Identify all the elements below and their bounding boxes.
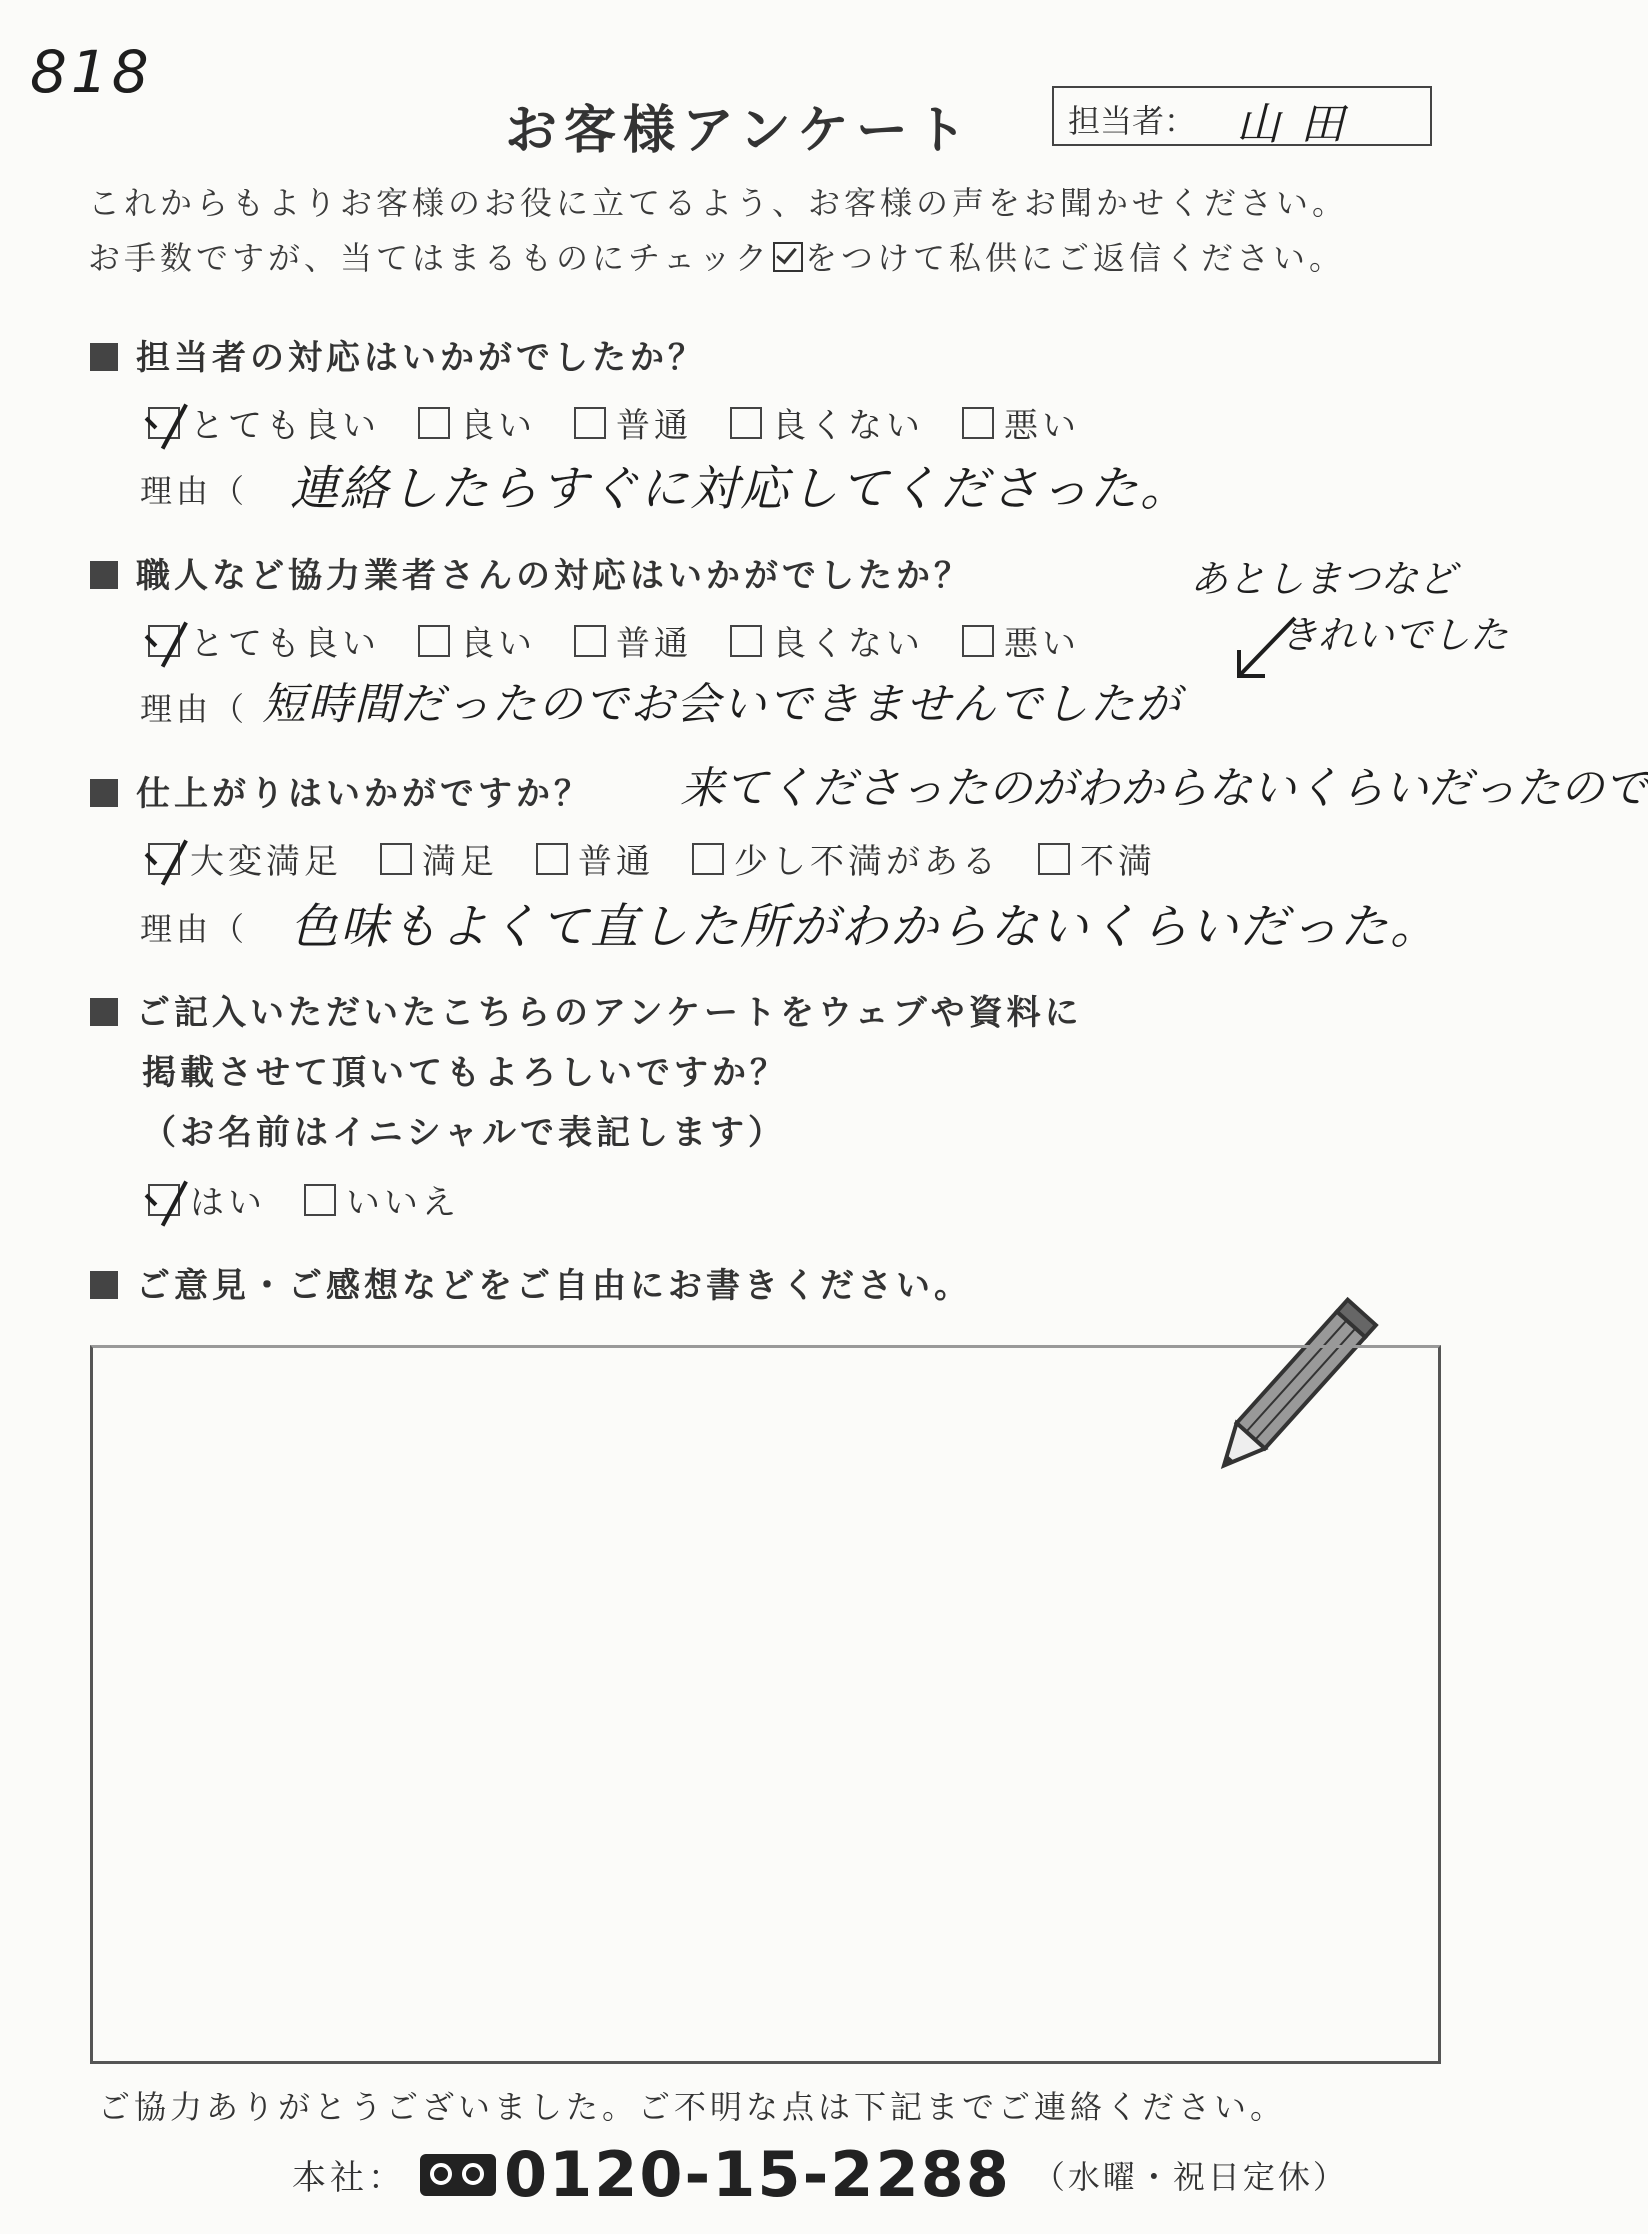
- checkbox[interactable]: [962, 407, 994, 439]
- option-label: 良くない: [772, 406, 924, 446]
- q1-option[interactable]: [418, 398, 536, 447]
- q1-reason-label: 理由（: [140, 472, 249, 510]
- intro-line-1: これからもよりお客様のお役に立てるよう、お客様の声をお聞かせください。: [88, 184, 1349, 222]
- business-hours: （水曜・祝日定休）: [1032, 2157, 1348, 2196]
- option-label: 満足: [422, 842, 498, 882]
- thanks-message: ご協力ありがとうございました。ご不明な点は下記までご連絡ください。: [98, 2088, 1287, 2126]
- option-label: 良い: [460, 406, 536, 446]
- q3-heading-text: 仕上がりはいかがですか？: [136, 774, 592, 814]
- option-label: 悪い: [1004, 406, 1080, 446]
- checkbox[interactable]: [730, 407, 762, 439]
- q4-heading: [90, 985, 1083, 1034]
- q2-note-line-1: あとしまつなど: [1190, 557, 1457, 601]
- q1-option[interactable]: [730, 398, 924, 447]
- staff-name: 山田: [1236, 99, 1364, 150]
- option-label: 普通: [578, 842, 654, 882]
- checkbox-checked[interactable]: [148, 843, 180, 875]
- option-label: とても良い: [190, 624, 380, 664]
- option-label: 普通: [616, 406, 692, 446]
- q3-option[interactable]: [148, 834, 342, 883]
- checkbox[interactable]: [962, 625, 994, 657]
- square-bullet-icon: [90, 343, 118, 371]
- q4-heading-line-1: ご記入いただいたこちらのアンケートをウェブや資料に: [136, 993, 1083, 1033]
- checkbox-example-icon: [773, 242, 803, 272]
- q2-reason-label: 理由（: [140, 690, 249, 728]
- arrow-icon: [1225, 610, 1305, 690]
- q5-heading-text: ご意見・ご感想などをご自由にお書きください。: [136, 1266, 972, 1306]
- q2-option[interactable]: [418, 616, 536, 665]
- checkbox[interactable]: [730, 625, 762, 657]
- q3-option[interactable]: [380, 834, 498, 883]
- checkbox[interactable]: [574, 407, 606, 439]
- square-bullet-icon: [90, 561, 118, 589]
- intro-line-2-after: をつけて私供にご返信ください。: [805, 239, 1346, 277]
- comment-textarea[interactable]: [90, 1345, 1441, 2064]
- contact-footer: [292, 2138, 1348, 2211]
- checkbox[interactable]: [692, 843, 724, 875]
- q1-option[interactable]: [148, 398, 380, 447]
- square-bullet-icon: [90, 779, 118, 807]
- q2-reason: 短時間だったのでお会いできませんでしたが: [262, 679, 1182, 730]
- hq-label: 本社：: [292, 2158, 406, 2198]
- checkbox[interactable]: [1038, 843, 1070, 875]
- q2-option[interactable]: [730, 616, 924, 665]
- q2-option[interactable]: [574, 616, 692, 665]
- option-label: 良くない: [772, 624, 924, 664]
- square-bullet-icon: [90, 1271, 118, 1299]
- q1-heading-text: 担当者の対応はいかがでしたか？: [136, 338, 706, 378]
- q1-heading: [90, 330, 706, 379]
- option-label: 不満: [1080, 842, 1156, 882]
- staff-label: 担当者：: [1068, 102, 1197, 140]
- q4-option[interactable]: [148, 1175, 266, 1224]
- checkbox-checked[interactable]: [148, 1184, 180, 1216]
- q3-heading: [90, 766, 592, 815]
- q4-option[interactable]: [304, 1175, 460, 1224]
- q2-heading-text: 職人など協力業者さんの対応はいかがでしたか？: [136, 556, 972, 596]
- q2-reason-continuation: 来てくださったのがわからないくらいだったので: [680, 763, 1648, 814]
- option-label: 良い: [460, 624, 536, 664]
- option-label: 普通: [616, 624, 692, 664]
- q5-heading: [90, 1258, 972, 1307]
- intro-line-2: [88, 233, 1345, 279]
- q3-options: [148, 834, 1194, 883]
- checkbox[interactable]: [574, 625, 606, 657]
- checkbox[interactable]: [536, 843, 568, 875]
- q2-option[interactable]: [962, 616, 1080, 665]
- q4-heading-line-3: （お名前はイニシャルで表記します）: [142, 1113, 786, 1153]
- option-label: はい: [190, 1183, 266, 1223]
- checkbox[interactable]: [418, 625, 450, 657]
- intro-line-2-before: お手数ですが、当てはまるものにチェック: [88, 239, 772, 277]
- q2-options: [148, 616, 1118, 665]
- option-label: とても良い: [190, 406, 380, 446]
- checkbox[interactable]: [380, 843, 412, 875]
- q1-option[interactable]: [962, 398, 1080, 447]
- q3-option[interactable]: [1038, 834, 1156, 883]
- q1-option[interactable]: [574, 398, 692, 447]
- q2-option[interactable]: [148, 616, 380, 665]
- q2-note-line-2: きれいでした: [1280, 613, 1509, 657]
- checkbox[interactable]: [418, 407, 450, 439]
- q3-option[interactable]: [536, 834, 654, 883]
- q4-heading-line-2: 掲載させて頂いてもよろしいですか？: [142, 1053, 788, 1093]
- freedial-icon: [420, 2154, 496, 2196]
- q3-reason: 色味もよくて直した所がわからないくらいだった。: [290, 899, 1441, 955]
- option-label: いいえ: [346, 1183, 460, 1223]
- q3-option[interactable]: [692, 834, 1000, 883]
- staff-box: [1052, 86, 1432, 150]
- q1-reason: 連絡したらすぐに対応してくださった。: [290, 461, 1191, 517]
- phone-number[interactable]: 0120-15-2288: [504, 2138, 1011, 2211]
- option-label: 大変満足: [190, 842, 342, 882]
- q4-options: [148, 1175, 498, 1224]
- page-number: 818: [30, 38, 153, 106]
- checkbox-checked[interactable]: [148, 407, 180, 439]
- option-label: 悪い: [1004, 624, 1080, 664]
- q2-heading: [90, 548, 972, 597]
- q1-options: [148, 398, 1118, 447]
- option-label: 少し不満がある: [734, 842, 1000, 882]
- square-bullet-icon: [90, 998, 118, 1026]
- q3-reason-label: 理由（: [140, 910, 249, 948]
- checkbox[interactable]: [304, 1184, 336, 1216]
- checkbox-checked[interactable]: [148, 625, 180, 657]
- survey-title: お客様アンケート: [505, 101, 974, 161]
